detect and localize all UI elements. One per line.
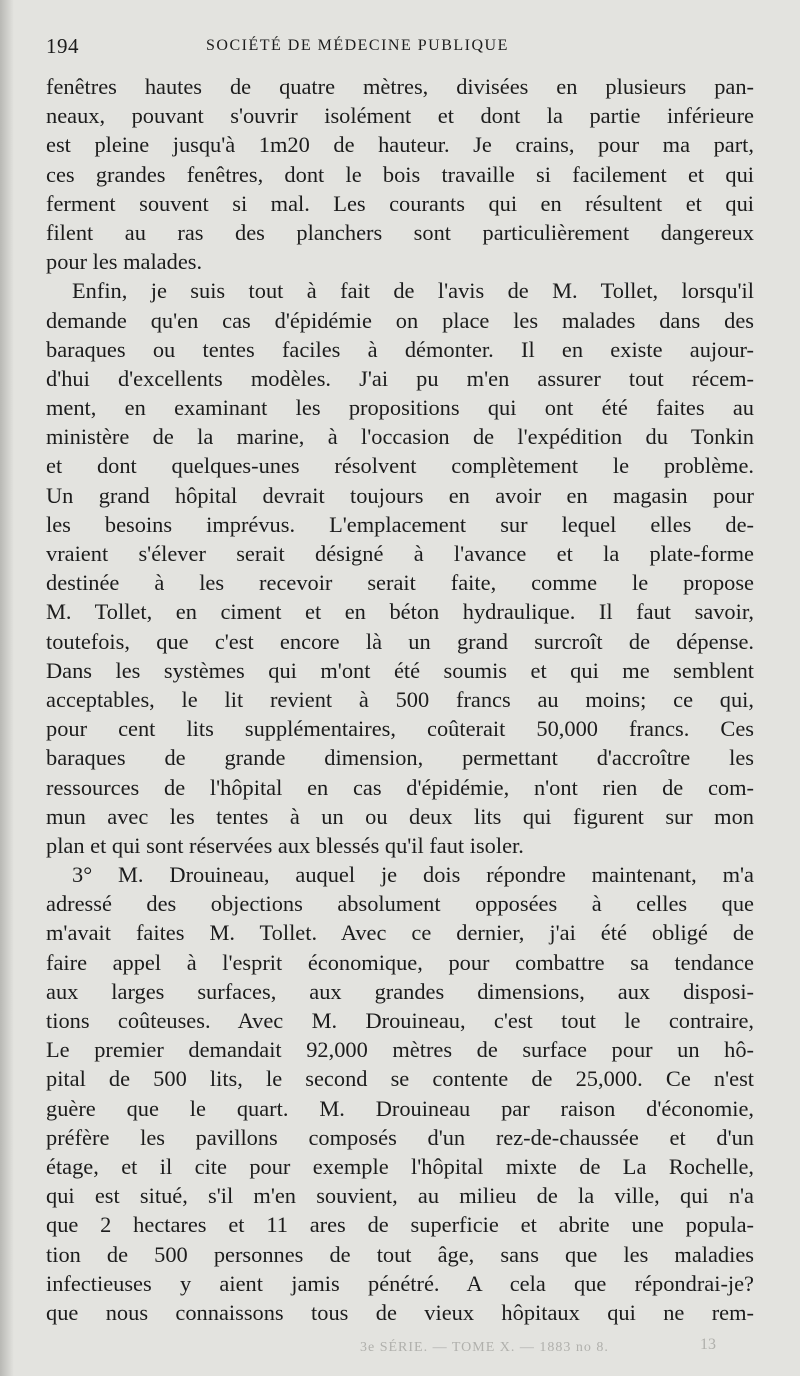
text-line: guère que le quart. M. Drouineau par raison d'économie, bbox=[46, 1095, 754, 1121]
text-line: baraques ou tentes faciles à démonter. Il en existe aujour- bbox=[46, 336, 754, 362]
text-line: préfère les pavillons composés d'un rez-de-chaussée et d'un bbox=[46, 1124, 754, 1150]
text-line: M. Tollet, en ciment et en béton hydraulique. Il faut savoir, bbox=[46, 599, 754, 625]
text-line: 3° M. Drouineau, auquel je dois répondre maintenant, m'a bbox=[72, 862, 754, 888]
text-line: que 2 hectares et 11 ares de superficie et abrite une popula- bbox=[46, 1212, 754, 1238]
page-footer-imprint: 3e SÉRIE. — TOME X. — 1883 no 8. bbox=[360, 1340, 609, 1355]
text-line: pour cent lits supplémentaires, coûterait 50,000 francs. Ces bbox=[46, 716, 754, 742]
text-line: que nous connaissons tous de vieux hôpitaux qui ne rem- bbox=[46, 1299, 754, 1325]
page-number: 194 bbox=[46, 34, 79, 58]
text-line: qui est situé, s'il m'en souvient, au milieu de la ville, qui n'a bbox=[46, 1183, 754, 1209]
text-line: Enfin, je suis tout à fait de l'avis de M. Tollet, lorsqu'il bbox=[72, 278, 754, 304]
text-line: adressé des objections absolument opposées à celles que bbox=[46, 891, 754, 917]
text-line: infectieuses y aient jamis pénétré. A cela que répondrai-je? bbox=[46, 1270, 754, 1296]
text-line: toutefois, que c'est encore là un grand surcroît de dépense. bbox=[46, 628, 754, 654]
text-line: Un grand hôpital devrait toujours en avoir en magasin pour bbox=[46, 482, 754, 508]
text-line: les besoins imprévus. L'emplacement sur lequel elles de- bbox=[46, 511, 754, 537]
text-line: pour les malades. bbox=[46, 249, 203, 275]
text-line: d'hui d'excellents modèles. J'ai pu m'en assurer tout récem- bbox=[46, 365, 754, 391]
text-line: Dans les systèmes qui m'ont été soumis et qui me semblent bbox=[46, 657, 754, 683]
text-line: fenêtres hautes de quatre mètres, divisées en plusieurs pan- bbox=[46, 74, 754, 99]
text-line: tion de 500 personnes de tout âge, sans que les maladies bbox=[46, 1241, 754, 1267]
text-line: ment, en examinant les propositions qui ont été faites au bbox=[46, 395, 754, 421]
text-line: ces grandes fenêtres, dont le bois travaille si facilement et qui bbox=[46, 161, 754, 187]
text-line: ferment souvent si mal. Les courants qui en résultent et qui bbox=[46, 190, 754, 216]
text-line: tions coûteuses. Avec M. Drouineau, c'est tout le contraire, bbox=[46, 1008, 754, 1033]
text-line: ressources de l'hôpital en cas d'épidémie, n'ont rien de com- bbox=[46, 774, 754, 800]
text-line: acceptables, le lit revient à 500 francs au moins; ce qui, bbox=[46, 686, 754, 712]
text-line: étage, et il cite pour exemple l'hôpital mixte de La Rochelle, bbox=[46, 1153, 754, 1179]
text-line: est pleine jusqu'à 1m20 de hauteur. Je crains, pour ma part, bbox=[46, 132, 754, 158]
text-line: ministère de la marine, à l'occasion de l'expédition du Tonkin bbox=[46, 424, 754, 450]
text-line: plan et qui sont réservées aux blessés qu'il faut isoler. bbox=[46, 832, 524, 858]
text-line: neaux, pouvant s'ouvrir isolément et dont la partie inférieure bbox=[46, 103, 754, 129]
page-header bbox=[46, 34, 756, 62]
text-line: pital de 500 lits, le second se contente de 25,000. Ce n'est bbox=[46, 1066, 754, 1092]
page-binding-shadow bbox=[0, 0, 14, 1376]
text-line: et dont quelques-unes résolvent complètement le problème. bbox=[46, 453, 754, 479]
page-footer-signature: 13 bbox=[700, 1336, 716, 1353]
text-line: baraques de grande dimension, permettant d'accroître les bbox=[46, 745, 754, 771]
text-line: m'avait faites M. Tollet. Avec ce dernier, j'ai été obligé de bbox=[46, 920, 754, 946]
text-line: aux larges surfaces, aux grandes dimensions, aux disposi- bbox=[46, 978, 754, 1004]
body-text bbox=[46, 72, 754, 1327]
text-line: mun avec les tentes à un ou deux lits qui figurent sur mon bbox=[46, 803, 754, 829]
text-line: faire appel à l'esprit économique, pour combattre sa tendance bbox=[46, 949, 754, 975]
text-line: vraient s'élever serait désigné à l'avance et la plate-forme bbox=[46, 541, 754, 566]
text-line: filent au ras des planchers sont particulièrement dangereux bbox=[46, 219, 754, 245]
running-head: SOCIÉTÉ DE MÉDECINE PUBLIQUE bbox=[206, 37, 509, 54]
text-line: destinée à les recevoir serait faite, comme le propose bbox=[46, 570, 754, 596]
text-line: demande qu'en cas d'épidémie on place les malades dans des bbox=[46, 307, 754, 333]
text-line: Le premier demandait 92,000 mètres de surface pour un hô- bbox=[46, 1037, 754, 1063]
